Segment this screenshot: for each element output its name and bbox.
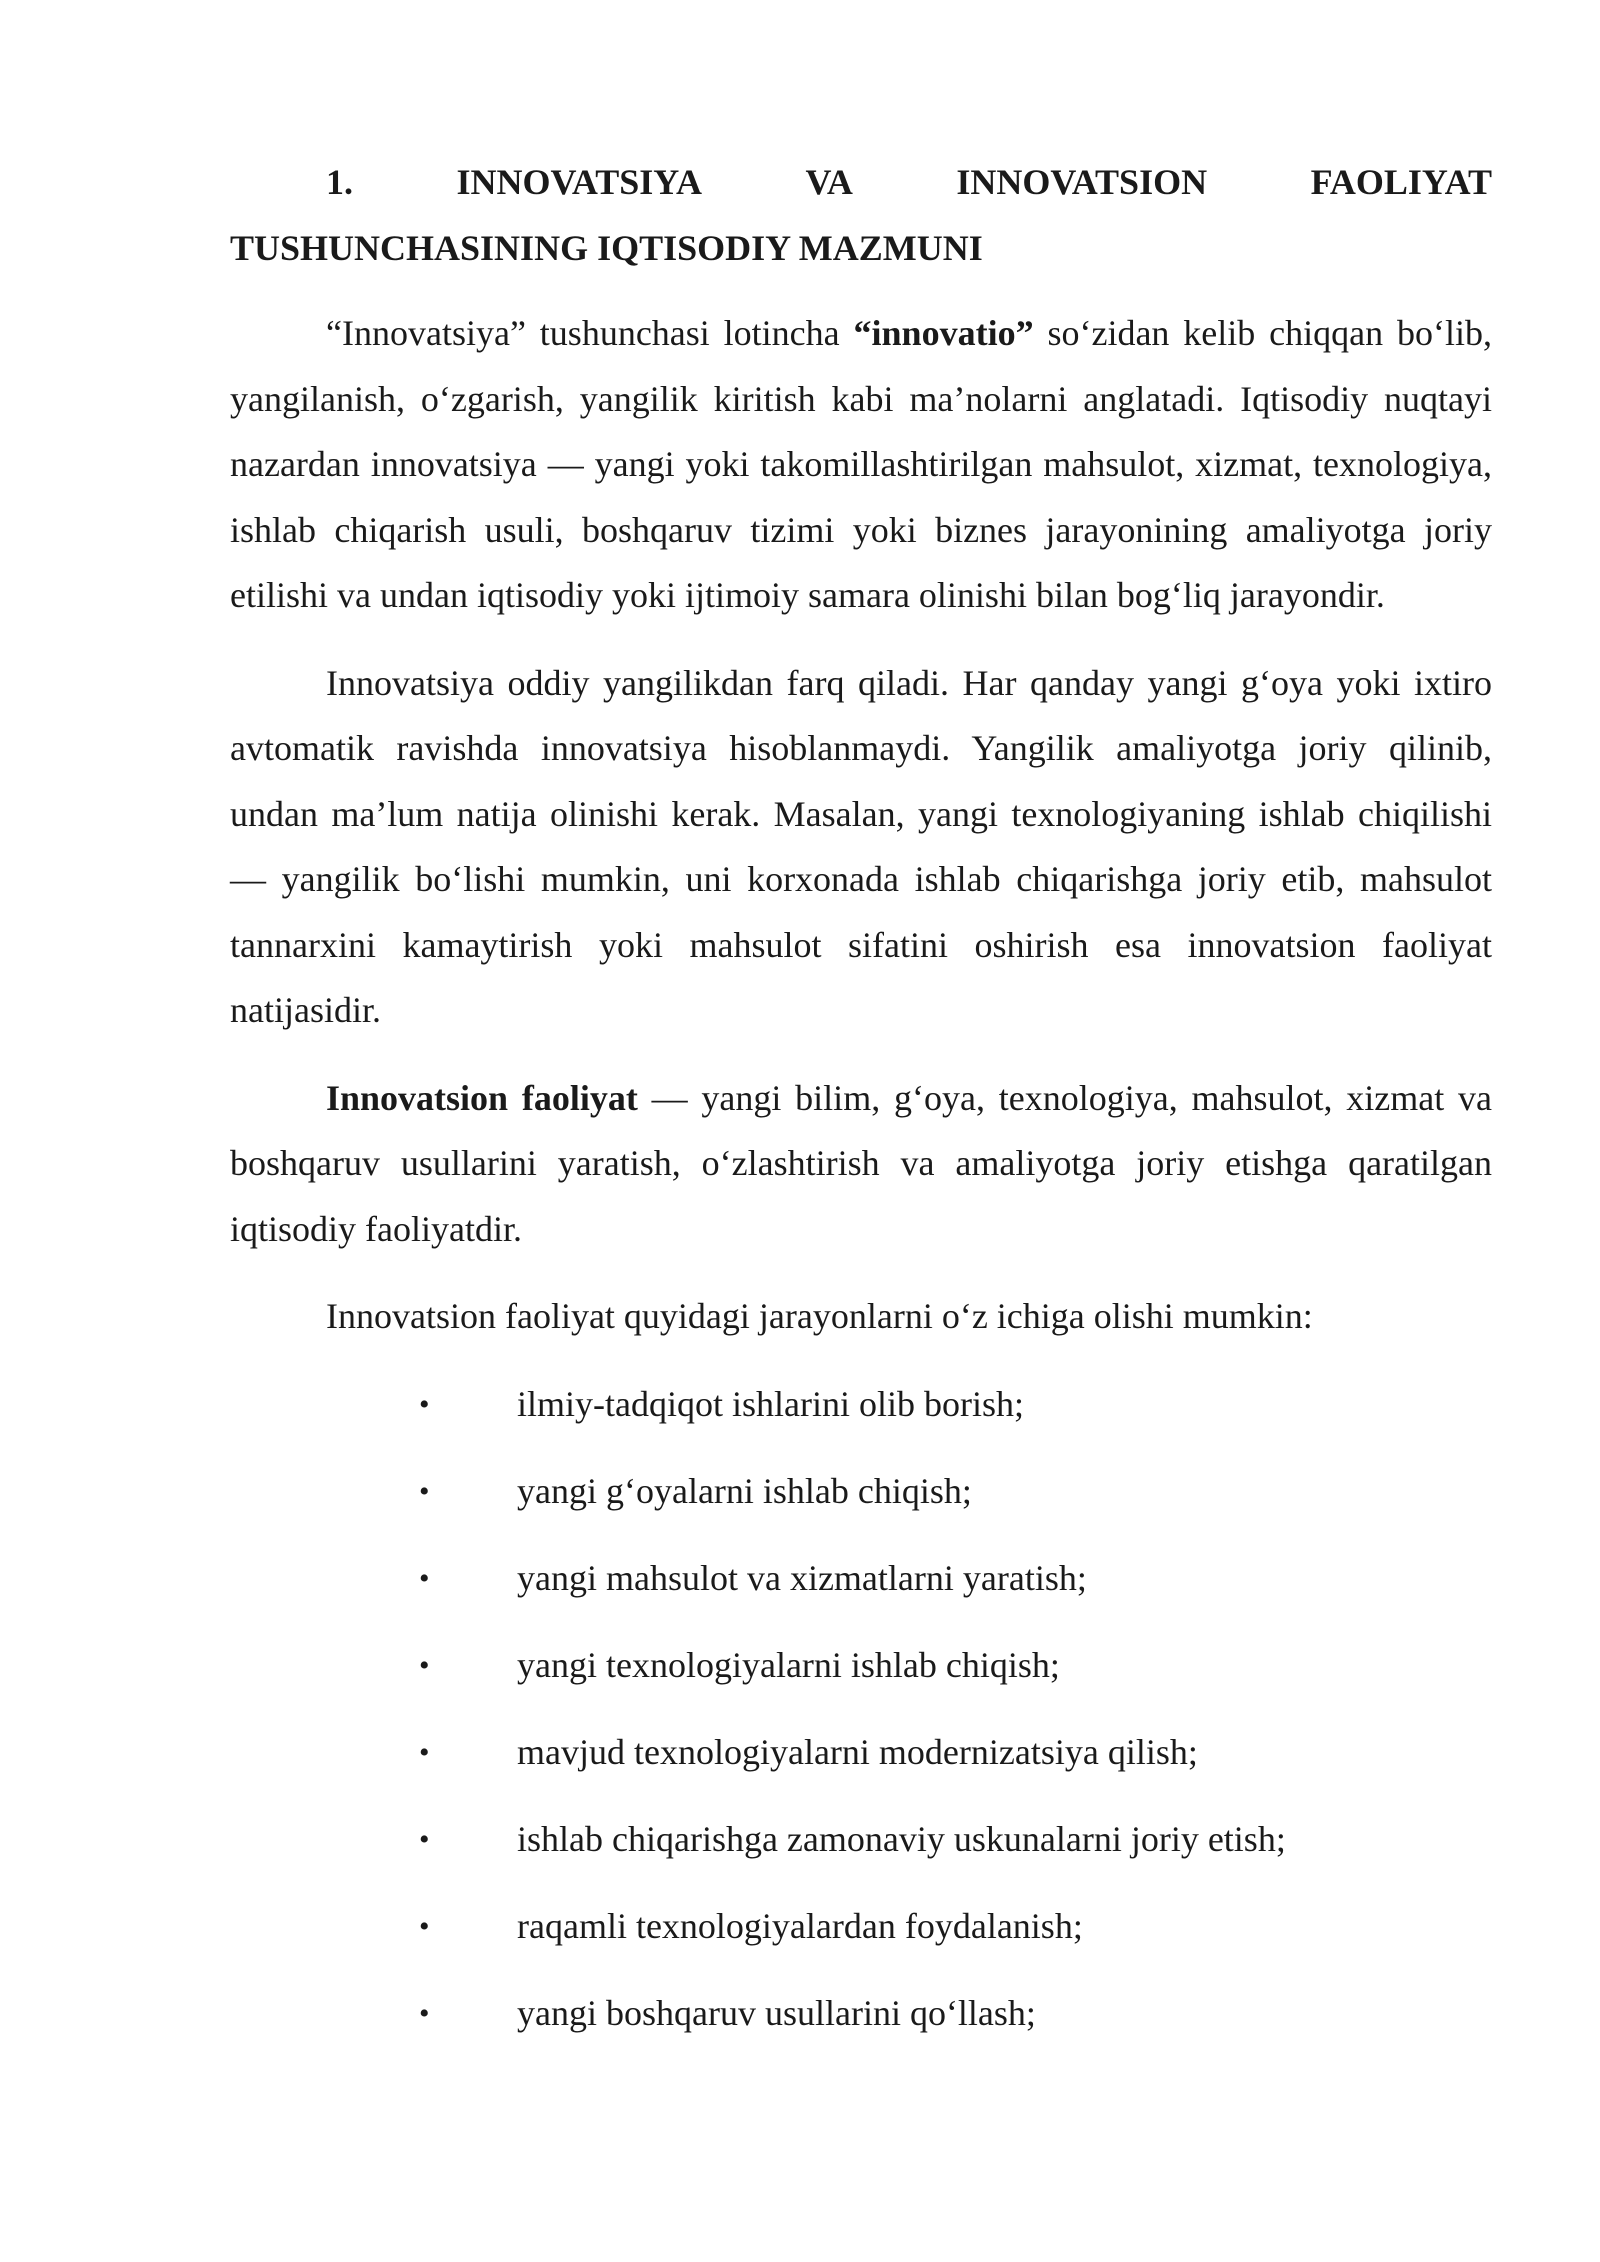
bold-term-innovatsion-faoliyat: Innovatsion faoliyat [326,1077,638,1118]
list-item [230,1894,1492,1981]
list-item [230,1459,1492,1546]
list-item [230,1720,1492,1807]
list-item-text: ilmiy-tadqiqot ishlarini olib borish; [517,1383,1024,1424]
paragraph-text: — yangi bilim, g‘oya, texnologiya, mahsulot, xizmat va boshqaruv usullarini yaratish, o‘zlashtirish va amaliyotga joriy etishga qaratilgan iqtisodiy faoliyatdir. [230,1077,1492,1249]
paragraph-list-intro: Innovatsion faoliyat quyidagi jarayonlarni o‘z ichiga olishi mumkin: [326,1296,1313,1336]
bullet-icon: • [419,1822,430,1856]
bullet-icon: • [419,1387,430,1421]
bullet-icon: • [419,1561,430,1595]
list-item-text: raqamli texnologiyalardan foydalanish; [517,1905,1083,1946]
heading-word: INNOVATSIYA [456,162,702,202]
heading-line-2: TUSHUNCHASINING IQTISODIY MAZMUNI [230,227,983,268]
paragraph-innovation-vs-novelty: Innovatsiya oddiy yangilikdan farq qiladi. Har qanday yangi g‘oya yoki ixtiro avtomatik ravishda innovatsiya hisoblanmaydi. Yangilik amaliyotga joriy qilinib, undan ma’lum natija olinishi kerak. Masalan, yangi texnologiyaning ishlab chiqilishi — yangilik bo‘lishi mumkin, uni korxonada ishlab chiqarishga joriy etib, mahsulot tannarxini kamaytirish yoki mahsulot sifatini oshirish esa innovatsion faoliyat natijasidir. [230,662,1492,1030]
activity-list [230,1372,1492,2068]
paragraph-innovative-activity [230,1066,1492,1263]
list-item [230,1372,1492,1459]
heading-word: INNOVATSION [956,162,1208,202]
bullet-icon: • [419,1735,430,1769]
document-page [230,150,1492,2068]
heading-number: 1. [326,162,353,202]
bullet-icon: • [419,1909,430,1943]
list-item-text: yangi mahsulot va xizmatlarni yaratish; [517,1557,1087,1598]
list-item-text: yangi texnologiyalarni ishlab chiqish; [517,1644,1060,1685]
list-item-text: yangi boshqaruv usullarini qo‘llash; [517,1992,1036,2033]
list-item-text: ishlab chiqarishga zamonaviy uskunalarni joriy etish; [517,1818,1286,1859]
list-item-text: yangi g‘oyalarni ishlab chiqish; [517,1470,972,1511]
list-item [230,1633,1492,1720]
list-item-text: mavjud texnologiyalarni modernizatsiya qilish; [517,1731,1198,1772]
bullet-icon: • [419,1474,430,1508]
bullet-icon: • [419,1648,430,1682]
heading-line-1 [230,150,1492,216]
list-item [230,1981,1492,2068]
heading-word: VA [805,162,853,202]
paragraph-innovation-definition [230,301,1492,629]
bold-term-innovatio: “innovatio” [853,313,1034,353]
paragraph-text: “Innovatsiya” tushunchasi lotincha [326,313,854,353]
bullet-icon: • [419,1996,430,2030]
heading-word: FAOLIYAT [1310,162,1492,202]
section-heading [230,150,1492,281]
list-item [230,1546,1492,1633]
list-item [230,1807,1492,1894]
paragraph-text: so‘zidan kelib chiqqan bo‘lib, yangilanish, o‘zgarish, yangilik kiritish kabi ma’nolarni anglatadi. Iqtisodiy nuqtayi nazardan innovatsiya — yangi yoki takomillashtirilgan mahsulot, xizmat, texnologiya, ishlab chiqarish usuli, boshqaruv tizimi yoki biznes jarayonining amaliyotga joriy etilishi va undan iqtisodiy yoki ijtimoiy samara olinishi bilan bog‘liq jarayondir. [230,313,1493,615]
